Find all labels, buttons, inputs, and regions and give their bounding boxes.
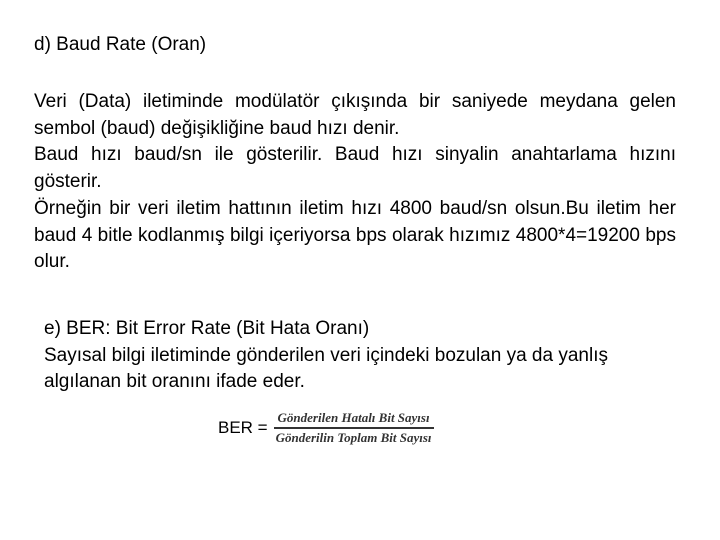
formula-denominator: Gönderilin Toplam Bit Sayısı (275, 429, 432, 445)
fraction-bar (274, 427, 434, 429)
section-e-body: Sayısal bilgi iletiminde gönderilen veri içindeki bozulan ya da yanlış algılanan bit oranını ifade eder. (44, 344, 608, 393)
paragraph-baud-unit: Baud hızı baud/sn ile gösterilir. Baud hızı sinyalin anahtarlama hızını gösterir. (34, 144, 676, 193)
formula-lhs: BER = (218, 417, 268, 437)
formula-fraction (274, 410, 434, 446)
section-d-body (34, 89, 676, 276)
section-e-heading: e) BER: Bit Error Rate (Bit Hata Oranı) (44, 318, 370, 339)
formula-numerator: Gönderilen Hatalı Bit Sayısı (277, 410, 430, 425)
section-e (44, 316, 684, 396)
ber-formula (218, 410, 434, 446)
section-d-heading: d) Baud Rate (Oran) (34, 34, 207, 55)
paragraph-baud-example: Örneğin bir veri iletim hattının iletim hızı 4800 baud/sn olsun.Bu iletim her baud 4 bitle kodlanmış bilgi içeriyorsa bps olarak hızımız 4800*4=19200 bps olur. (34, 197, 676, 273)
paragraph-baud-definition: Veri (Data) iletiminde modülatör çıkışında bir saniyede meydana gelen sembol (baud) değişikliğine baud hızı denir. (34, 91, 676, 139)
